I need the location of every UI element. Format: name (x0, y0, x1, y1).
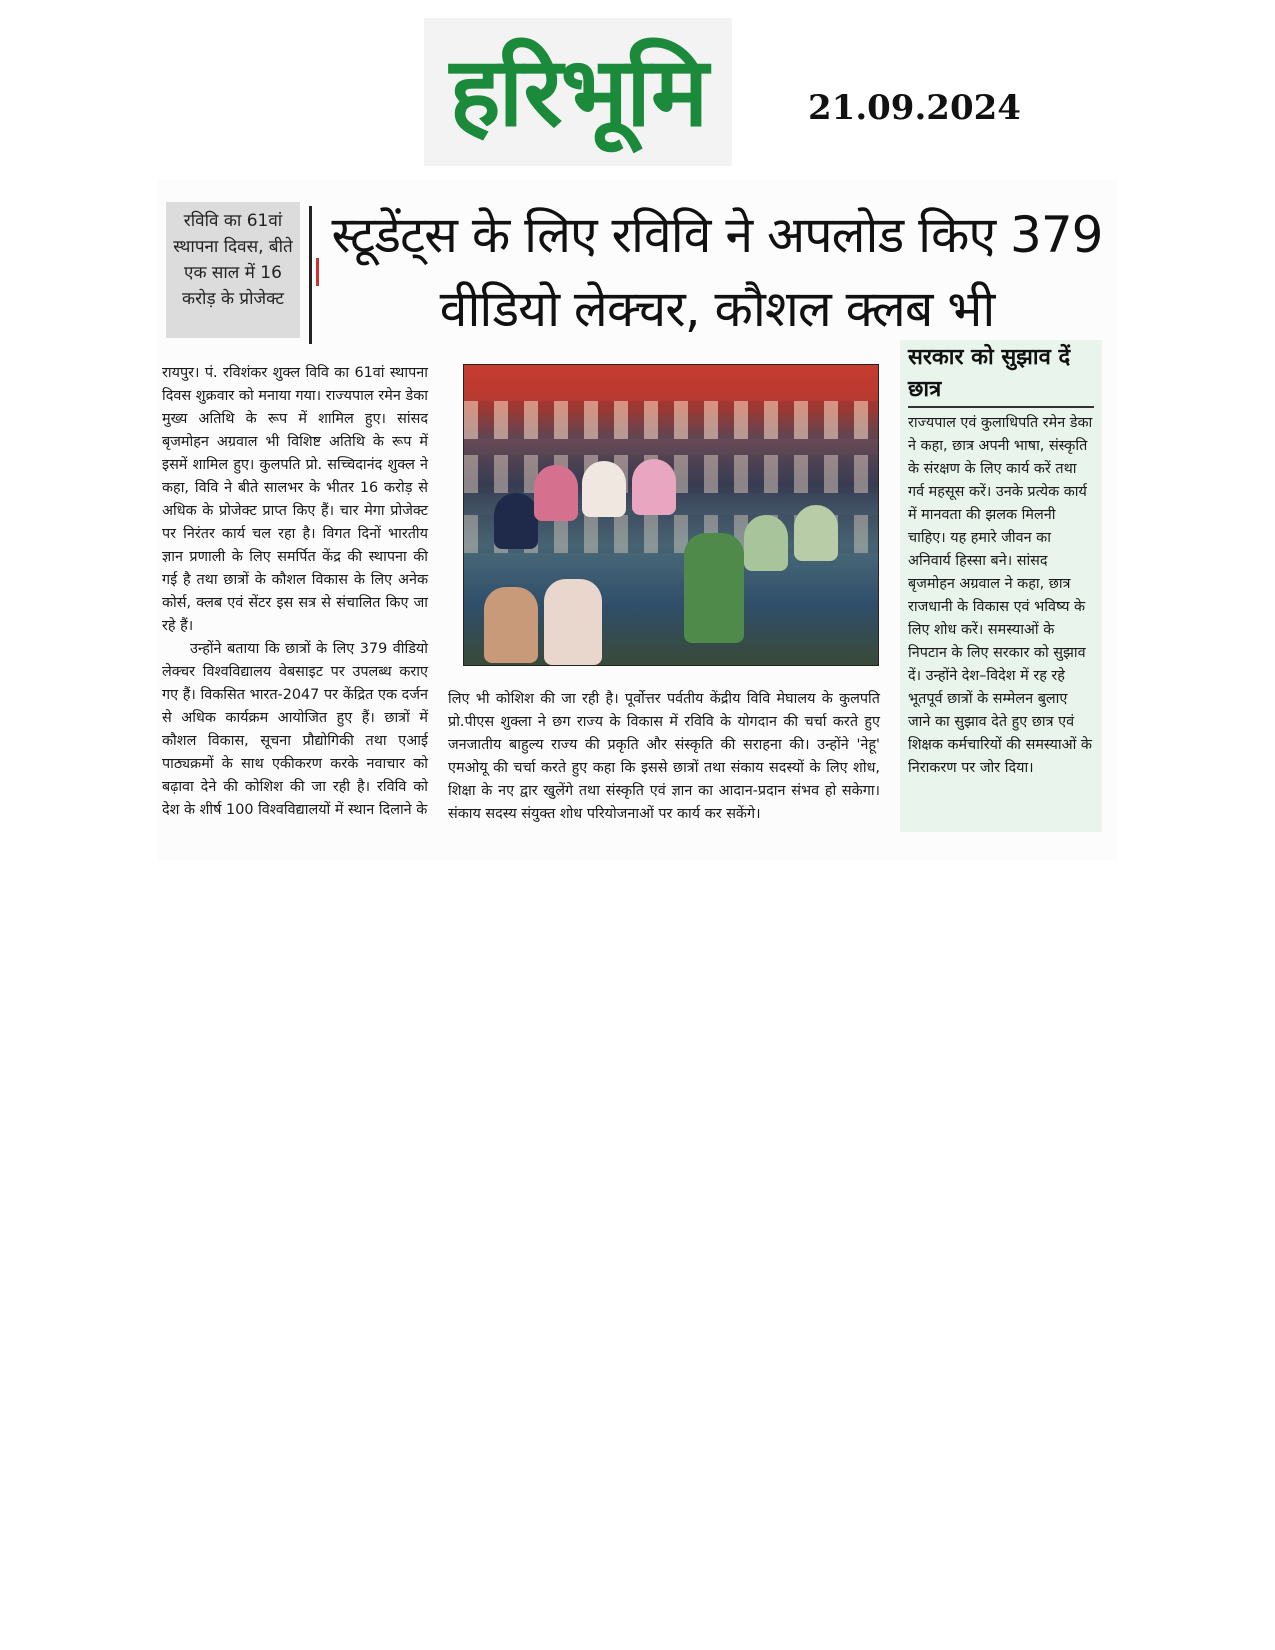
masthead-logo-text: हरिभूमि (449, 36, 707, 148)
edition-date: 21.09.2024 (808, 88, 1021, 128)
photo-figure (544, 579, 602, 665)
photo-figure (684, 533, 744, 643)
article-column-left (162, 362, 428, 822)
photo-figure (632, 459, 676, 515)
article-column-middle: लिए भी कोशिश की जा रही है। पूर्वोत्तर पर्वतीय केंद्रीय विवि मेघालय के कुलपति प्रो.पीएस शुक्ला ने छग राज्य के विकास में रविवि के योगदान की चर्चा करते हुए जनजातीय बाहुल्य राज्य की प्रकृति और संस्कृति की सराहना की। उन्होंने 'नेहू' एमओयू की चर्चा करते हुए कहा कि इससे छात्रों तथा संकाय सदस्यों के लिए शोध, शिक्षा के नए द्वार खुलेंगे तथा संस्कृति एवं ज्ञान का आदान-प्रदान संभव हो सकेगा। संकाय सदस्य संयुक्त शोध परियोजनाओं पर कार्य कर सकेंगे। (448, 691, 880, 822)
photo-figure (534, 465, 578, 521)
sidebar-title: सरकार को सुझाव दें छात्र (908, 345, 1071, 402)
article-paragraph: उन्होंने बताया कि छात्रों के लिए 379 वीडियो लेक्चर विश्वविद्यालय वेबसाइट पर उपलब्ध कराए गए हैं। विकसित भारत-2047 पर केंद्रित एक दर्जन से अधिक कार्यक्रम आयोजित हुए हैं। छात्रों में कौशल विकास, सूचना प्रौद्योगिकी तथा एआई पाठ्यक्रमों के साथ एकीकरण करके नवाचार को बढ़ावा देने की कोशिश की जा रही है। रविवि को देश के शीर्ष 100 विश्वविद्यालयों में स्थान दिलाने के (162, 641, 428, 818)
news-article (158, 180, 1118, 860)
photo-figure (484, 587, 538, 663)
kicker-box: रविवि का 61वां स्थापना दिवस, बीते एक साल में 16 करोड़ के प्रोजेक्ट (166, 202, 300, 338)
photo-figure (494, 493, 538, 549)
sidebar-title-rule (908, 406, 1094, 408)
article-paragraph: रायपुर। पं. रविशंकर शुक्ल विवि का 61वां स्थापना दिवस शुक्रवार को मनाया गया। राज्यपाल रमेन डेका मुख्य अतिथि के रूप में शामिल हुए। सांसद बृजमोहन अग्रवाल भी विशिष्ट अतिथि के रूप में इसमें शामिल हुए। कुलपति प्रो. सच्चिदानंद शुक्ल ने कहा, विवि ने बीते सालभर के भीतर 16 करोड़ से अधिक के प्रोजेक्ट प्राप्त किए हैं। चार मेगा प्रोजेक्ट पर निरंतर कार्य चल रहा है। विगत दिनों भारतीय ज्ञान प्रणाली के लिए समर्पित केंद्र की स्थापना की गई है तथा छात्रों के कौशल विकास के लिए अनेक कोर्स, क्लब एवं सेंटर इस सत्र से संचालित किए जा रहे हैं। (162, 365, 428, 634)
photo-figure (744, 515, 788, 571)
sidebar-box (900, 340, 1102, 832)
photo-figure (794, 505, 838, 561)
kicker-accent (306, 258, 319, 286)
photo-audience-row (464, 401, 878, 439)
sidebar-body: राज्यपाल एवं कुलाधिपति रमेन डेका ने कहा, छात्र अपनी भाषा, संस्कृति के संरक्षण के लिए कार्य करें तथा गर्व महसूस करें। उनके प्रत्येक कार्य में मानवता की झलक मिलनी चाहिए। यह हमारे जीवन का अनिवार्य हिस्सा बने। सांसद बृजमोहन अग्रवाल ने कहा, छात्र राजधानी के विकास एवं भविष्य के लिए शोध करें। समस्याओं के निपटान के लिए सरकार को सुझाव दें। उन्होंने देश–विदेश में रह रहे भूतपूर्व छात्रों के सम्मेलन बुलाए जाने का सुझाव देते हुए छात्र एवं शिक्षक कर्मचारियों की समस्याओं के निराकरण पर जोर दिया। (908, 414, 1093, 776)
headline: स्टूडेंट्स के लिए रविवि ने अपलोड किए 379 वीडियो लेक्चर, कौशल क्लब भी (331, 206, 1103, 338)
news-photo (463, 364, 879, 666)
photo-figure (582, 461, 626, 517)
masthead-logo (424, 18, 732, 166)
